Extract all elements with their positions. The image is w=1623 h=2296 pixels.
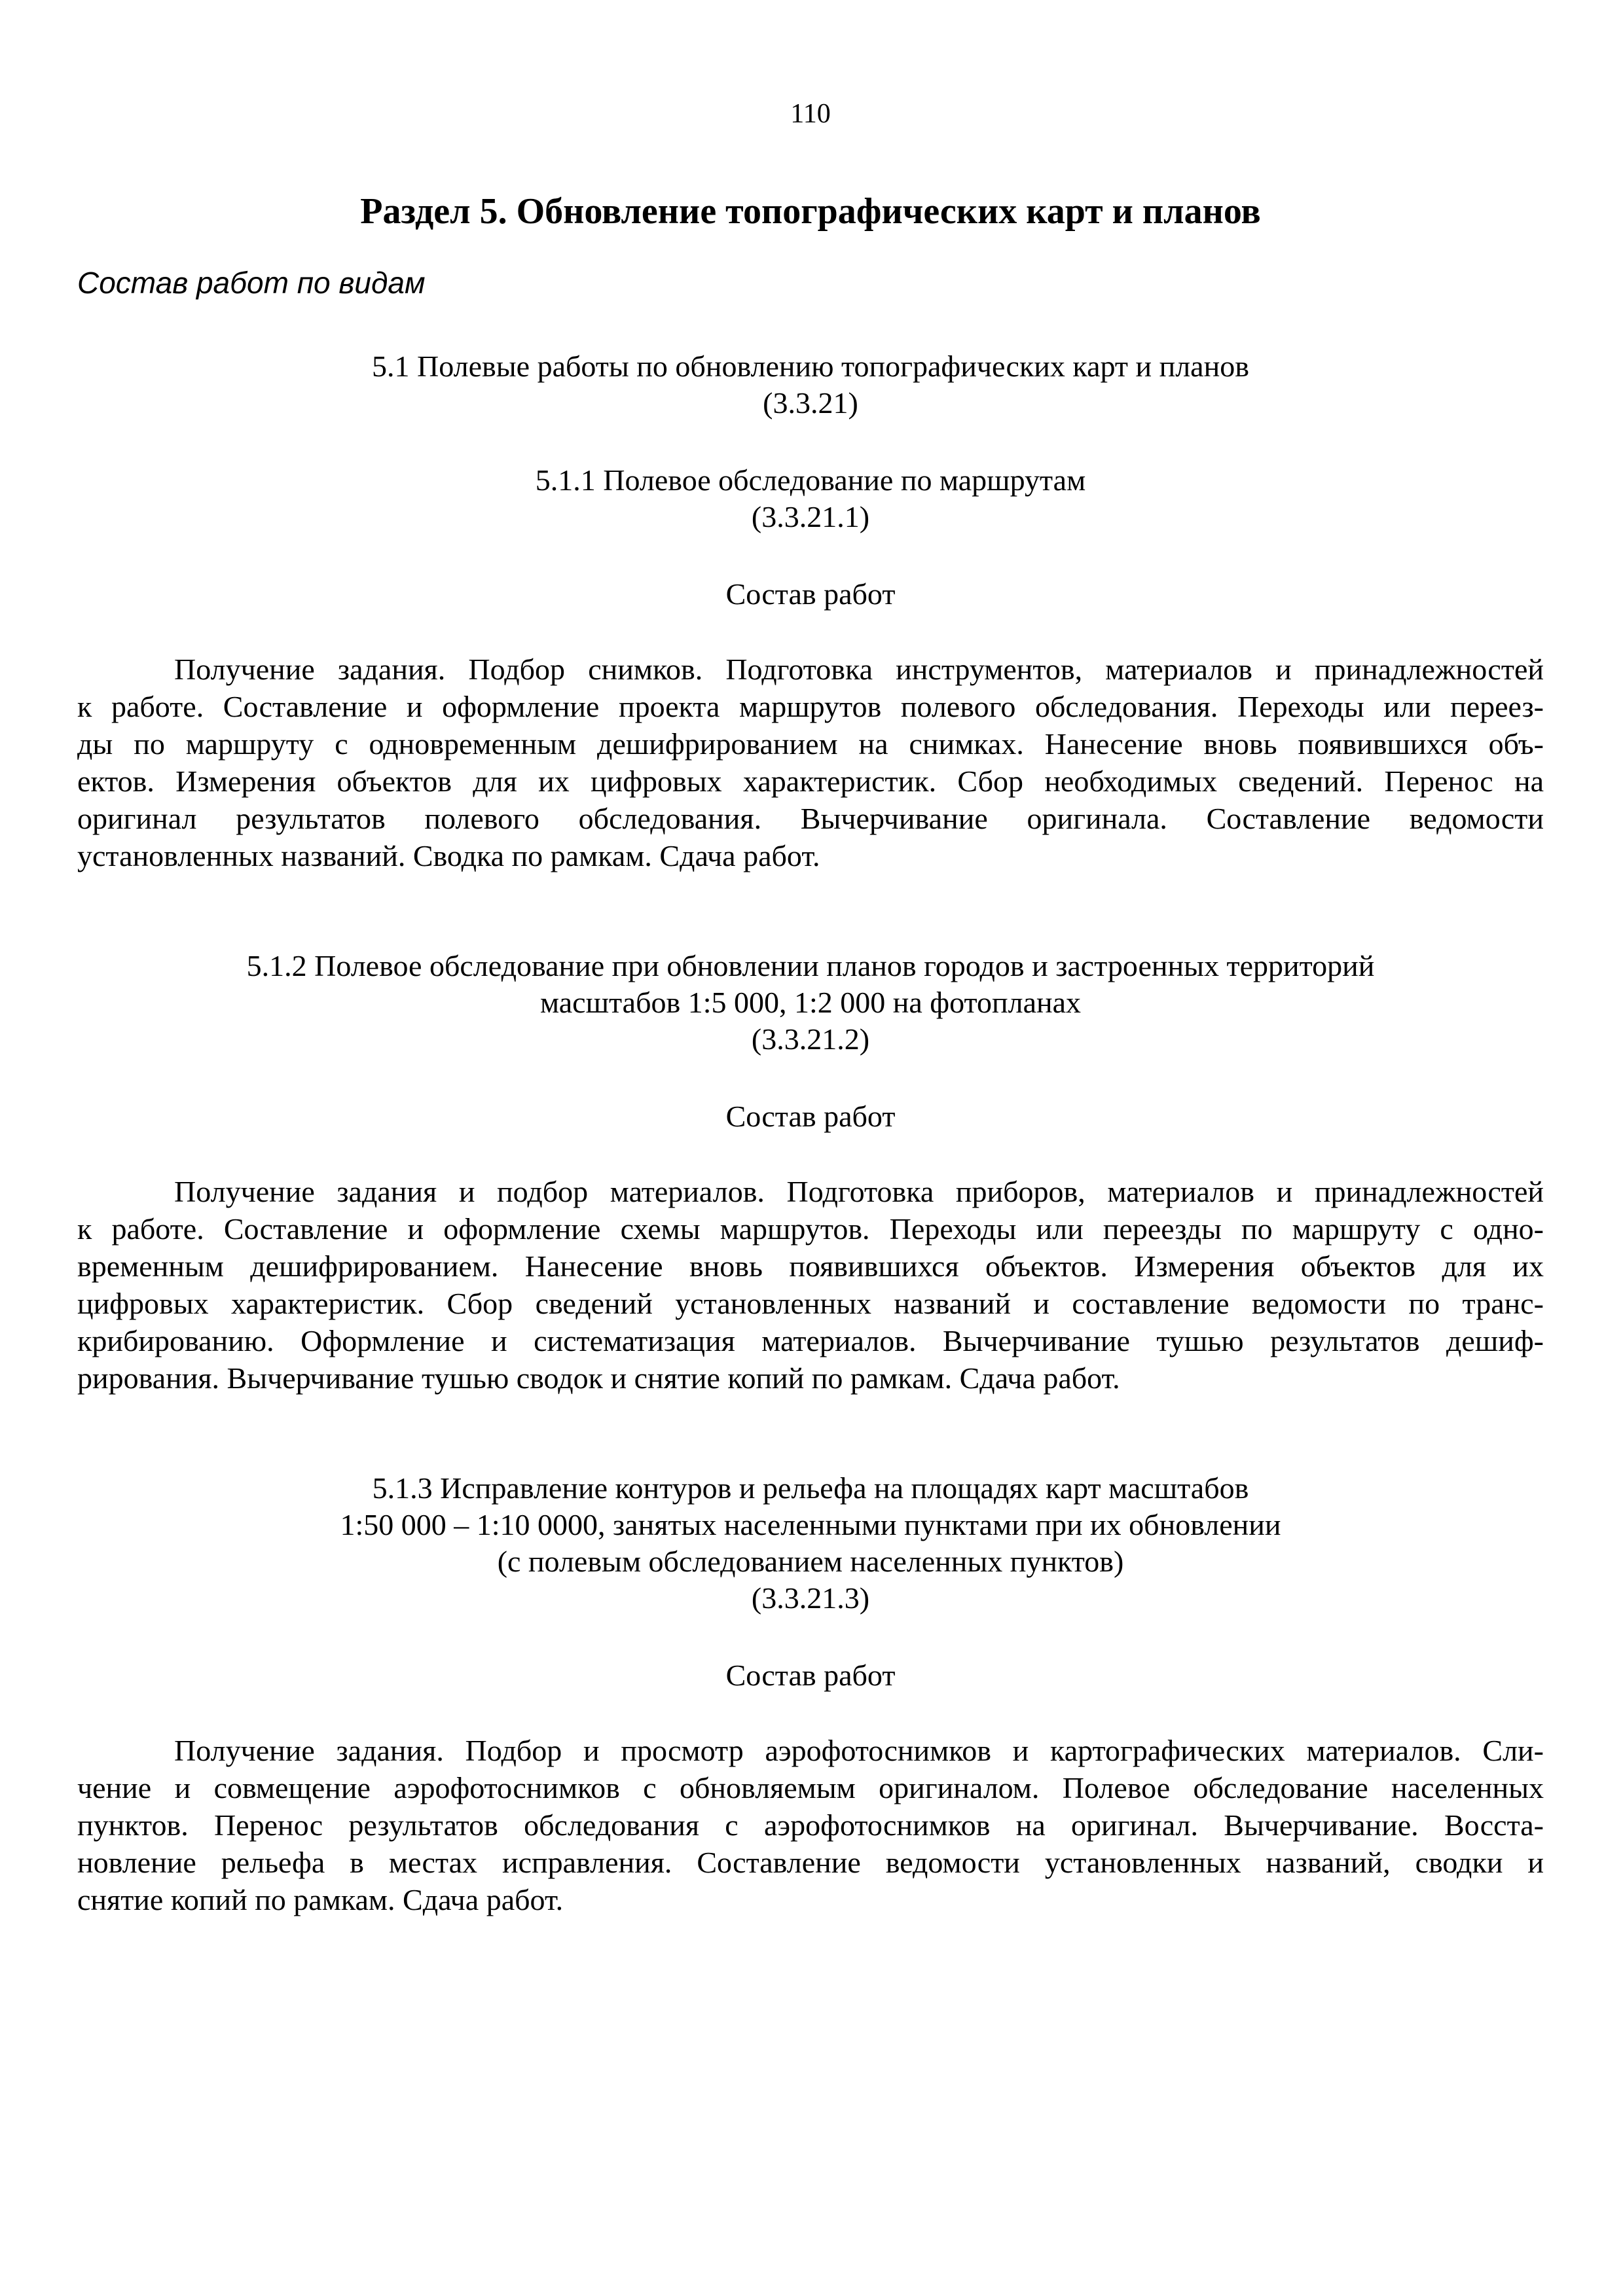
heading-code: (3.3.21.1) xyxy=(751,500,870,533)
paragraph-line: временным дешифрированием. Нанесение вновь появившихся объектов. Измерения объектов для их xyxy=(77,1249,1544,1283)
heading-code: (3.3.21.2) xyxy=(751,1022,870,1056)
composition-label: Состав работ xyxy=(725,1100,896,1133)
paragraph-line: цифровых характеристик. Сбор сведений установленных названий и составление ведомости по транс- xyxy=(77,1287,1544,1320)
paragraph-line: Получение задания. Подбор снимков. Подготовка инструментов, материалов и принадлежностей xyxy=(174,653,1544,686)
paragraph-line: установленных названий. Сводка по рамкам. Сдача работ. xyxy=(77,839,820,872)
section-5-1-heading xyxy=(77,348,1544,422)
section-5-1-3-heading xyxy=(77,1470,1544,1617)
paragraph-line: снятие копий по рамкам. Сдача работ. xyxy=(77,1883,564,1916)
section-5-1-2-heading xyxy=(77,948,1544,1058)
paragraph-line: к работе. Составление и оформление проекта маршрутов полевого обследования. Переходы или переез- xyxy=(77,690,1544,723)
paragraph-line: ектов. Измерения объектов для их цифровых характеристик. Сбор необходимых сведений. Перенос на xyxy=(77,764,1544,798)
composition-label: Состав работ xyxy=(725,577,896,611)
section-5-1-3-paragraph xyxy=(77,1732,1544,1918)
paragraph-line: новление рельефа в местах исправления. Составление ведомости установленных названий, сводки и xyxy=(77,1846,1544,1879)
paragraph-line: ды по маршруту с одновременным дешифрированием на снимках. Нанесение вновь появившихся объ- xyxy=(77,727,1544,761)
paragraph-line: оригинал результатов полевого обследования. Вычерчивание оригинала. Составление ведомости xyxy=(77,802,1544,835)
subtitle: Состав работ по видам xyxy=(77,266,426,300)
paragraph-line: Получение задания и подбор материалов. Подготовка приборов, материалов и принадлежностей xyxy=(174,1175,1544,1208)
paragraph-line: крибированию. Оформление и систематизация материалов. Вычерчивание тушью результатов дешиф- xyxy=(77,1324,1544,1357)
section-5-1-2-paragraph xyxy=(77,1173,1544,1397)
heading-code: (3.3.21) xyxy=(763,386,858,420)
section-title: Раздел 5. Обновление топографических карт и планов xyxy=(360,191,1261,232)
heading-line: 1:50 000 – 1:10 0000, занятых населенными пунктами при их обновлении xyxy=(340,1508,1281,1541)
heading-line: 5.1.2 Полевое обследование при обновлении планов городов и застроенных территорий xyxy=(246,949,1375,982)
section-5-1-1-paragraph xyxy=(77,651,1544,874)
composition-label: Состав работ xyxy=(725,1659,896,1692)
paragraph-line: к работе. Составление и оформление схемы маршрутов. Переходы или переезды по маршруту с одно- xyxy=(77,1212,1544,1246)
paragraph-line: чение и совмещение аэрофотоснимков с обновляемым оригиналом. Полевое обследование населенных xyxy=(77,1771,1544,1804)
heading-line: 5.1 Полевые работы по обновлению топографических карт и планов xyxy=(372,350,1249,383)
heading-line: масштабов 1:5 000, 1:2 000 на фотопланах xyxy=(539,986,1082,1019)
paragraph-line: пунктов. Перенос результатов обследования с аэрофотоснимков на оригинал. Вычерчивание. Восста- xyxy=(77,1808,1544,1842)
heading-line: 5.1.3 Исправление контуров и рельефа на площадях карт масштабов xyxy=(372,1471,1249,1505)
paragraph-line: Получение задания. Подбор и просмотр аэрофотоснимков и картографических материалов. Сли- xyxy=(174,1734,1544,1767)
heading-line: (с полевым обследованием населенных пунктов) xyxy=(497,1545,1124,1578)
section-5-1-1-heading xyxy=(77,462,1544,535)
heading-code: (3.3.21.3) xyxy=(751,1581,870,1615)
paragraph-line: рирования. Вычерчивание тушью сводок и снятие копий по рамкам. Сдача работ. xyxy=(77,1361,1120,1395)
page-number: 110 xyxy=(790,99,831,129)
heading-line: 5.1.1 Полевое обследование по маршрутам xyxy=(535,463,1086,497)
